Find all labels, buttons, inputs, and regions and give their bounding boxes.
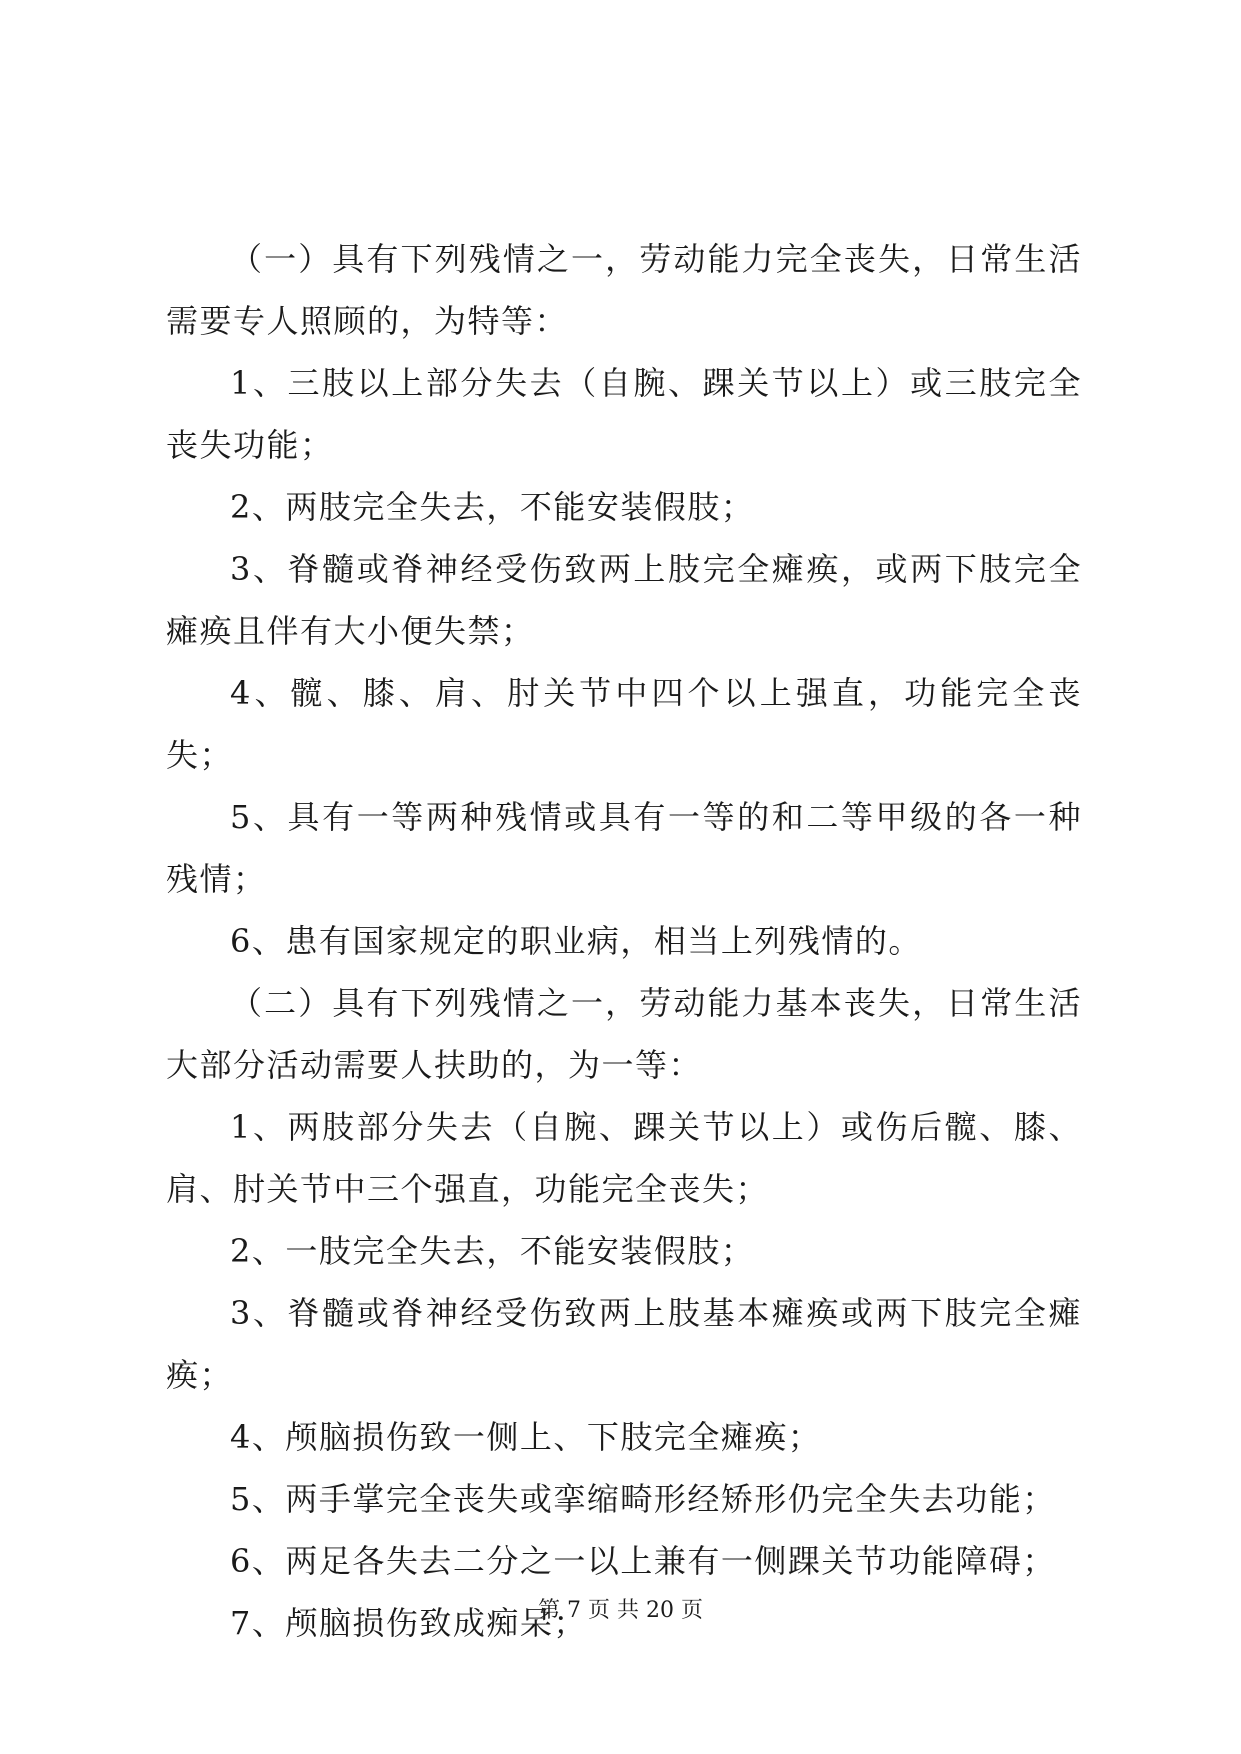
list-item: 5、两手掌完全丧失或挛缩畸形经矫形仍完全失去功能；	[230, 1480, 1056, 1518]
page-number-footer: 第 7 页 共 20 页	[538, 1598, 703, 1623]
list-item: 3、脊髓或脊神经受伤致两上肢完全瘫痪，或两下肢完全瘫痪且伴有大小便失禁；	[166, 550, 1082, 650]
document-body	[166, 228, 1082, 1654]
list-item: 4、髋、膝、肩、肘关节中四个以上强直，功能完全丧失；	[166, 674, 1082, 774]
list-item: 6、患有国家规定的职业病，相当上列残情的。	[230, 922, 922, 960]
list-item: 2、一肢完全失去，不能安装假肢；	[230, 1232, 755, 1270]
list-item: 6、两足各失去二分之一以上兼有一侧踝关节功能障碍；	[230, 1542, 1056, 1580]
list-item: 1、三肢以上部分失去（自腕、踝关节以上）或三肢完全丧失功能；	[166, 364, 1082, 464]
list-item: 4、颅脑损伤致一侧上、下肢完全瘫痪；	[230, 1418, 822, 1456]
list-item: 5、具有一等两种残情或具有一等的和二等甲级的各一种残情；	[166, 798, 1082, 898]
paragraph-special-grade-heading: （一）具有下列残情之一，劳动能力完全丧失，日常生活需要专人照顾的，为特等：	[166, 240, 1082, 340]
list-item: 7、颅脑损伤致成痴呆；	[230, 1604, 587, 1642]
list-item: 2、两肢完全失去，不能安装假肢；	[230, 488, 755, 526]
list-item: 3、脊髓或脊神经受伤致两上肢基本瘫痪或两下肢完全瘫痪；	[166, 1294, 1082, 1394]
paragraph-first-grade-heading: （二）具有下列残情之一，劳动能力基本丧失，日常生活大部分活动需要人扶助的，为一等：	[166, 984, 1082, 1084]
list-item: 1、两肢部分失去（自腕、踝关节以上）或伤后髋、膝、肩、肘关节中三个强直，功能完全丧失；	[166, 1108, 1082, 1208]
